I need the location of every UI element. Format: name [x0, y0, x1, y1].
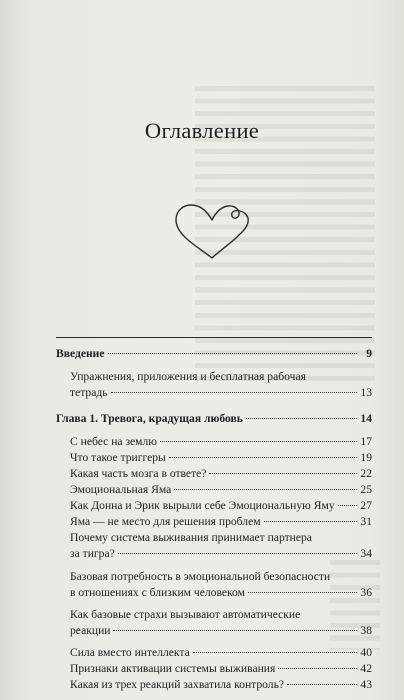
- toc-entry-title: в отношениях с близким человеком: [70, 585, 245, 599]
- toc-page-number: 27: [360, 499, 372, 512]
- toc-section-entry[interactable]: [56, 369, 372, 401]
- toc-page-number: 22: [360, 467, 372, 480]
- toc-entry-title: Эмоциональная Яма: [70, 483, 172, 496]
- dot-leader: [108, 353, 357, 354]
- toc-chapter-entry[interactable]: [56, 411, 372, 427]
- toc-page-number: 31: [360, 515, 372, 528]
- toc-entry-title: Какая из трех реакций захватила контроль?: [70, 678, 285, 691]
- toc-page-number: 34: [360, 546, 372, 560]
- dot-leader: [118, 553, 357, 554]
- toc-section-entry[interactable]: [56, 569, 372, 601]
- toc-entry-title: Как Донна и Эрик вырыли себе Эмоциональную Яму: [70, 499, 335, 512]
- toc-section-entry[interactable]: [56, 466, 372, 482]
- dot-leader: [113, 630, 357, 631]
- toc-entry-title: реакции: [70, 623, 111, 637]
- toc-entry-title: Яма — не место для решения проблем: [70, 515, 261, 528]
- toc-entry-title: Признаки активации системы выживания: [70, 662, 276, 675]
- toc-entry-title: за тигра?: [70, 546, 115, 560]
- toc-page-number: 13: [360, 385, 372, 399]
- toc-section-entry[interactable]: [56, 607, 372, 639]
- dot-leader: [287, 684, 357, 685]
- toc-entry-title: Базовая потребность в эмоциональной безопасности: [70, 570, 331, 583]
- toc-top-rule: [56, 337, 372, 338]
- toc-page-number: 25: [360, 483, 372, 496]
- dot-leader: [246, 418, 357, 419]
- toc-entry-title: тетрадь: [70, 385, 108, 399]
- dot-leader: [193, 652, 357, 653]
- toc-page-number: 42: [360, 662, 372, 675]
- toc-page-number: 43: [360, 678, 372, 691]
- toc-page-number: 14: [360, 412, 372, 425]
- toc-entry-title: Сила вместо интеллекта: [70, 646, 190, 659]
- dot-leader: [111, 392, 357, 393]
- toc-section-entry[interactable]: [56, 482, 372, 498]
- toc-entry-title: Введение: [56, 347, 105, 360]
- toc-page-number: 40: [360, 646, 372, 659]
- dot-leader: [278, 668, 357, 669]
- dot-leader: [160, 441, 357, 442]
- toc-section-entry[interactable]: [56, 661, 372, 677]
- toc-entry-title: С небес на землю: [70, 435, 157, 448]
- toc-section-entry[interactable]: [56, 530, 372, 562]
- toc-page-number: 17: [360, 435, 372, 448]
- toc-section-entry[interactable]: [56, 514, 372, 530]
- toc-chapter-entry[interactable]: [56, 346, 372, 362]
- toc-entry-title: Глава 1. Тревога, крадущая любовь: [56, 412, 243, 425]
- toc-page-number: 38: [360, 623, 372, 637]
- toc-page-number: 36: [360, 585, 372, 599]
- toc-page-number: 19: [360, 451, 372, 464]
- dot-leader: [209, 473, 357, 474]
- toc-entry-title: Почему система выживания принимает партнера: [70, 531, 312, 544]
- dot-leader: [174, 489, 357, 490]
- toc-page-number: 9: [366, 347, 372, 360]
- toc-entry-title: Что такое триггеры: [70, 451, 166, 464]
- dot-leader: [248, 592, 357, 593]
- page-title: Оглавление: [144, 118, 260, 143]
- toc-entry-title: Упражнения, приложения и бесплатная рабочая: [70, 370, 306, 383]
- toc-entry-title: Какая часть мозга в ответе?: [70, 467, 207, 480]
- toc-section-entry[interactable]: [56, 645, 372, 661]
- toc-entry-title: Как базовые страхи вызывают автоматические: [70, 608, 301, 621]
- toc-section-entry[interactable]: [56, 498, 372, 514]
- dot-leader: [338, 505, 357, 506]
- toc-section-entry[interactable]: [56, 450, 372, 466]
- toc-section-entry[interactable]: [56, 677, 372, 693]
- dot-leader: [264, 521, 357, 522]
- toc-section-entry[interactable]: [56, 434, 372, 450]
- heart-swirl-icon: [170, 200, 254, 262]
- dot-leader: [169, 457, 357, 458]
